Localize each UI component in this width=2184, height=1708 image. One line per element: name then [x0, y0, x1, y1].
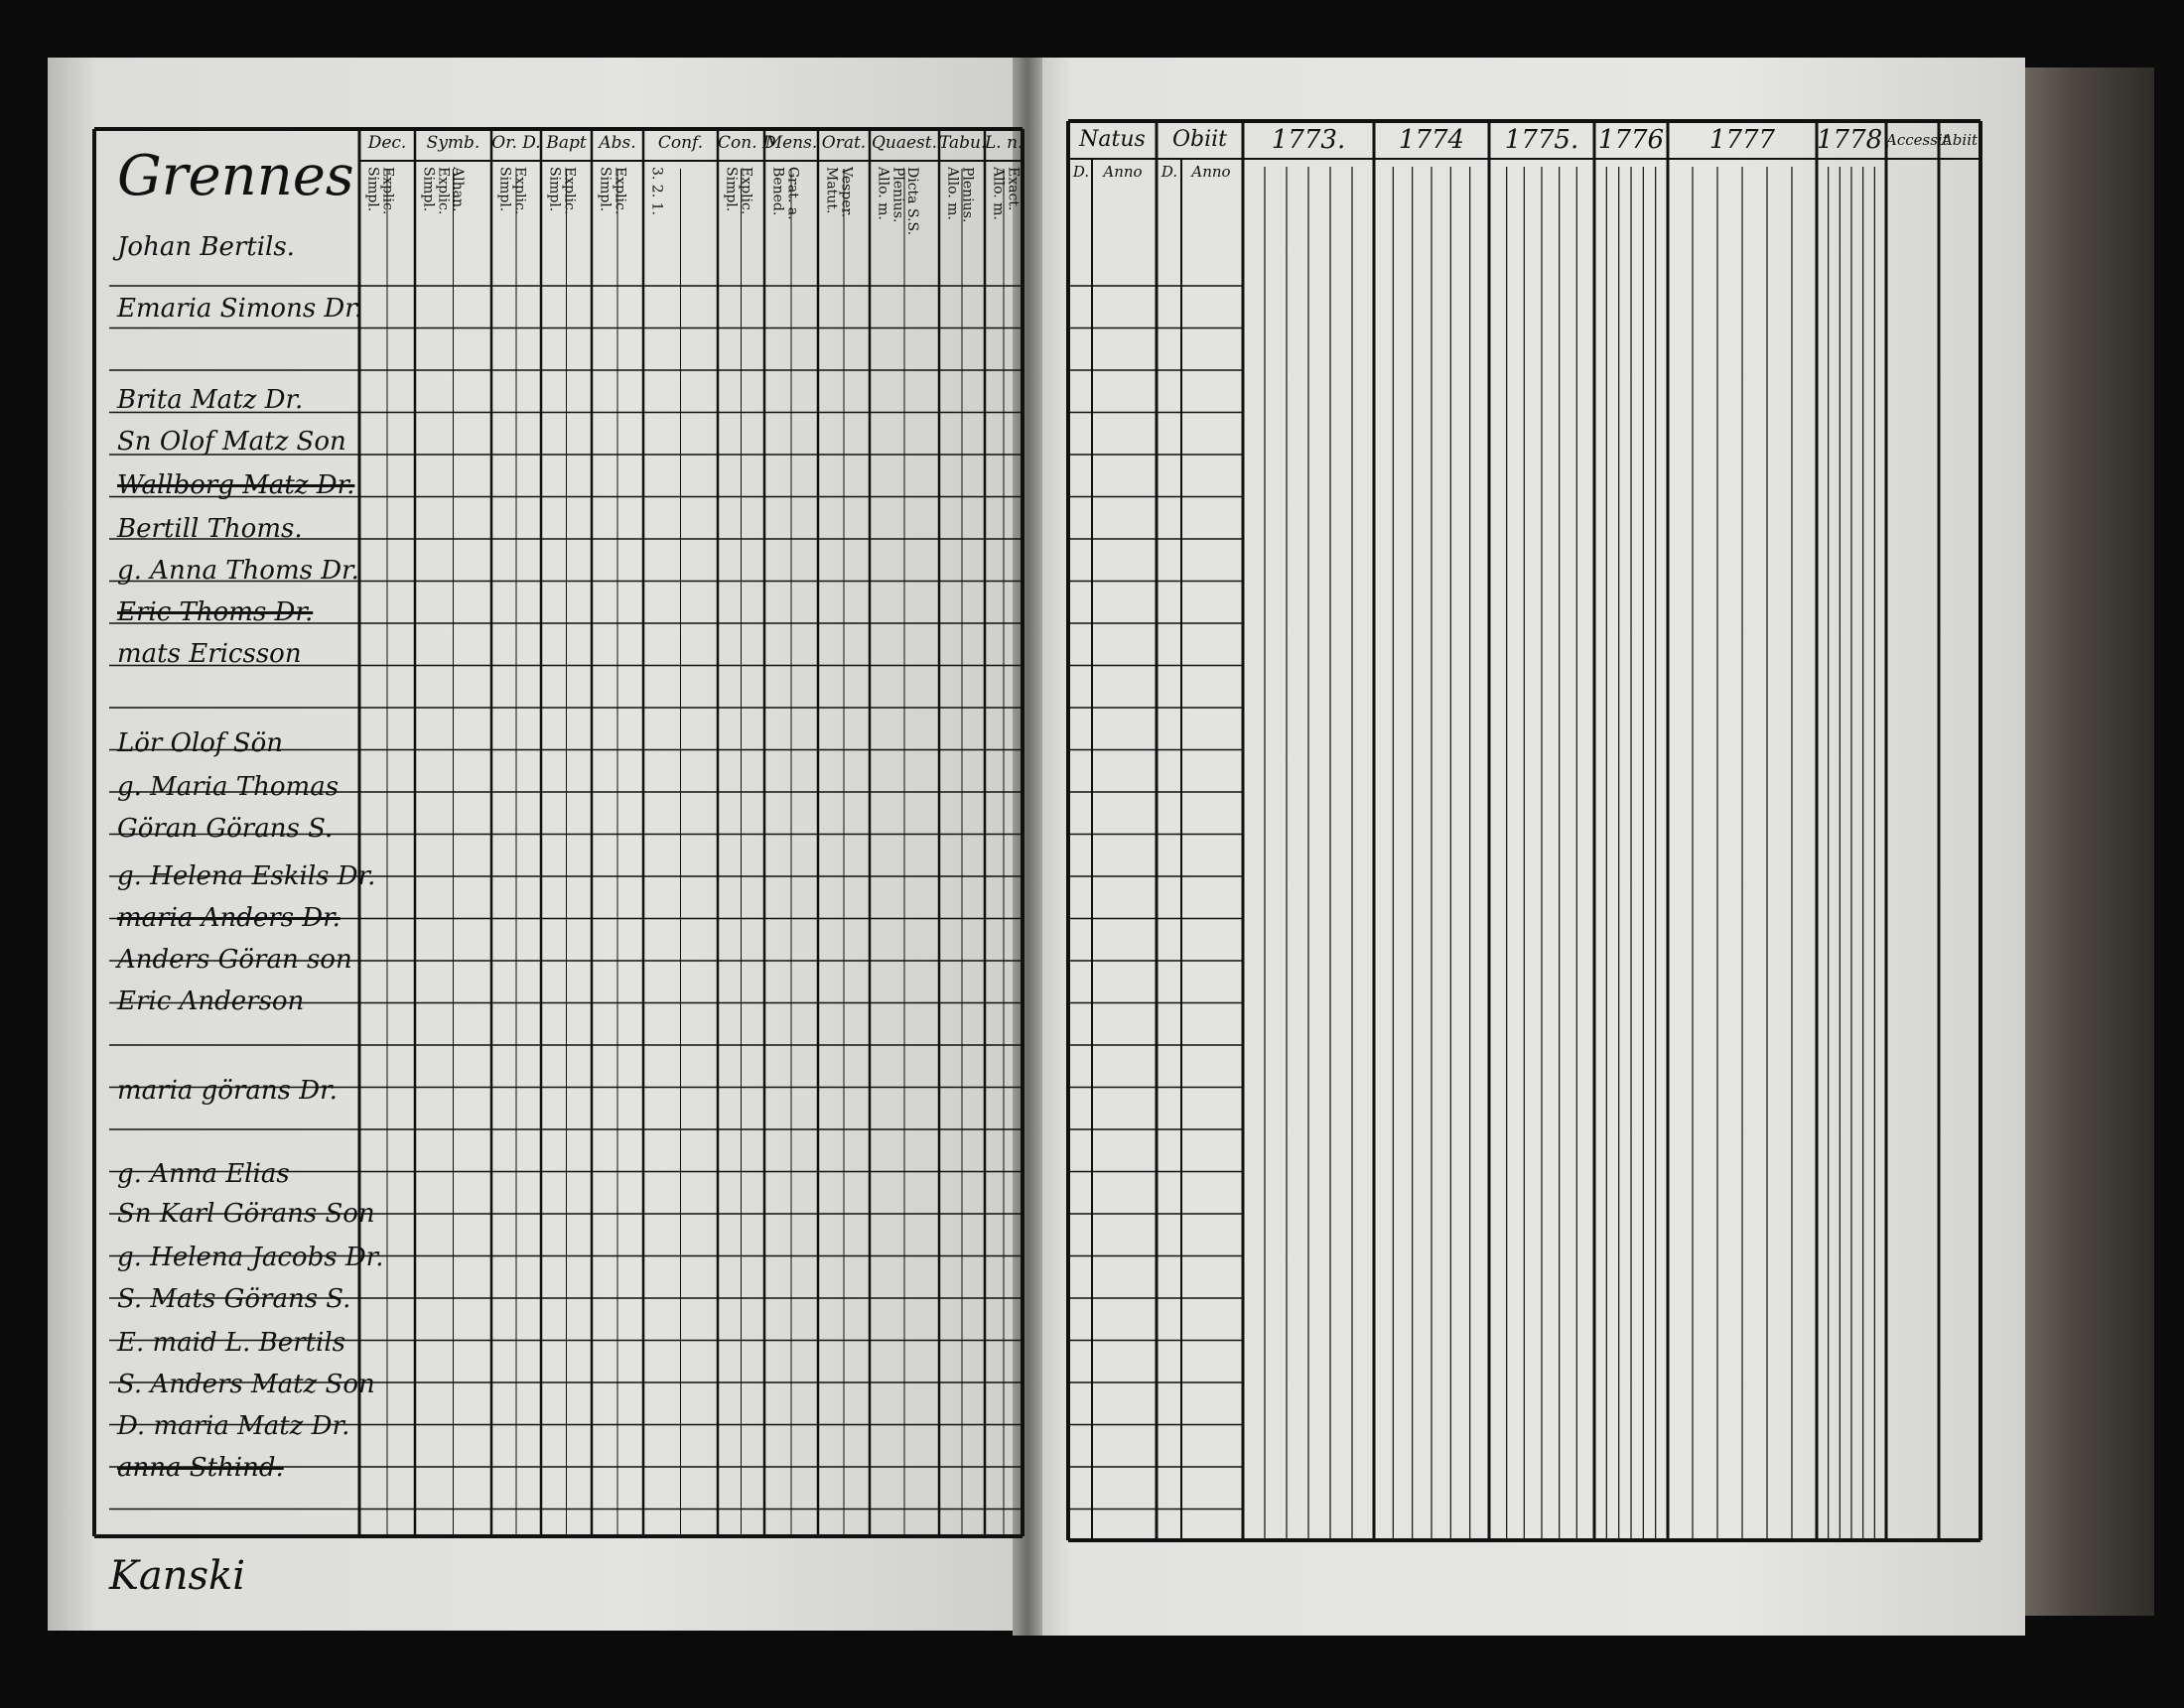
year-subheader: Anno — [1103, 163, 1143, 181]
register-entry-name: Anders Göran son — [117, 945, 352, 975]
register-entry-name: Bertill Thoms. — [117, 514, 303, 544]
column-header-cond: Con. D — [718, 133, 776, 153]
register-entry-name: Emaria Simons Dr. — [117, 294, 363, 324]
natus-header: Natus — [1079, 127, 1146, 152]
year-header: 1777 — [1708, 125, 1776, 155]
register-entry-name: Sn Olof Matz Son — [117, 427, 346, 457]
column-subheader-mens: Grat. a. Bened. — [769, 167, 801, 220]
day-subheader: D. — [1072, 163, 1090, 181]
column-header-tabu: Tabu. — [939, 133, 987, 153]
column-header-mens: Mens. — [764, 133, 818, 153]
register-entry-name: S. Anders Matz Son — [117, 1370, 375, 1399]
register-entry-name: Eric Thoms Dr. — [117, 597, 314, 627]
register-entry-name: Brita Matz Dr. — [117, 385, 304, 415]
column-subheader-ln: Exact. Allo. m. — [990, 167, 1022, 220]
register-entry-name: Johan Bertils. — [117, 232, 295, 262]
year-header: 1775. — [1504, 125, 1579, 155]
register-entry-name: E. maid L. Bertils — [117, 1328, 346, 1358]
register-entry-name: D. maria Matz Dr. — [117, 1411, 350, 1441]
register-entry-name: Göran Görans S. — [117, 814, 334, 844]
day-subheader: D. — [1160, 163, 1178, 181]
village-heading: Grennes — [117, 144, 354, 208]
year-subheader: Anno — [1191, 163, 1231, 181]
column-header-bapt: Bapt — [546, 133, 587, 153]
register-entry-name: anna Sthind. — [117, 1453, 284, 1483]
register-entry-name: g. Maria Thomas — [117, 772, 340, 802]
register-entry-name: S. Mats Görans S. — [117, 1284, 351, 1314]
register-entry-name: g. Helena Jacobs Dr. — [117, 1243, 384, 1272]
column-subheader-ord: Explic. Simpl. — [496, 167, 528, 215]
column-header-ord: Or. D. — [491, 133, 541, 153]
column-header-abs: Abs. — [599, 133, 636, 153]
footer-note: Kanski — [109, 1553, 246, 1599]
column-header-dec: Dec. — [367, 133, 407, 153]
register-entry-name: g. Anna Thoms Dr. — [117, 556, 359, 586]
column-header-orat: Orat. — [821, 133, 867, 153]
year-header: 1776 — [1597, 125, 1665, 155]
register-entry-name: Eric Anderson — [117, 986, 305, 1016]
register-entry-name: maria görans Dr. — [117, 1076, 338, 1106]
column-subheader-symb: Alhan. Explic. Simpl. — [420, 167, 467, 215]
register-entry-name: mats Ericsson — [117, 639, 302, 669]
column-subheader-abs: Explic. Simpl. — [597, 167, 628, 215]
column-header-conf: Conf. — [657, 133, 704, 153]
register-entry-name: g. Helena Eskils Dr. — [117, 861, 376, 891]
year-header: 1774 — [1398, 125, 1465, 155]
register-entry-name: Sn Karl Görans Son — [117, 1199, 375, 1229]
abiit-header: Abiit — [1941, 131, 1979, 149]
column-header-symb: Symb. — [426, 133, 480, 153]
register-entry-name: Lör Olof Sön — [117, 728, 283, 758]
accessit-header: Accessit — [1886, 131, 1949, 149]
column-subheader-cond: Explic. Simpl. — [723, 167, 754, 215]
obiit-header: Obiit — [1171, 127, 1228, 152]
column-subheader-quaest: Dicta S.S. Plenius. Allo. m. — [875, 167, 921, 236]
column-subheader-orat: Vesper. Matut. — [823, 167, 855, 218]
register-entry-name: maria Anders Dr. — [117, 903, 341, 933]
column-subheader-conf: 3. 2. 1. — [648, 167, 665, 215]
column-subheader-tabu: Plenius. Allo. m. — [944, 167, 976, 223]
column-subheader-bapt: Explic. Simpl. — [546, 167, 578, 215]
register-entry-name: Wallborg Matz Dr. — [117, 470, 355, 500]
column-subheader-dec: Explic. Simpl. — [364, 167, 396, 215]
column-header-ln: L. n. — [985, 133, 1024, 153]
year-header: 1778. — [1817, 125, 1891, 155]
column-header-quaest: Quaest. — [871, 133, 938, 153]
year-header: 1773. — [1271, 125, 1346, 155]
register-entry-name: g. Anna Elias — [117, 1159, 290, 1189]
